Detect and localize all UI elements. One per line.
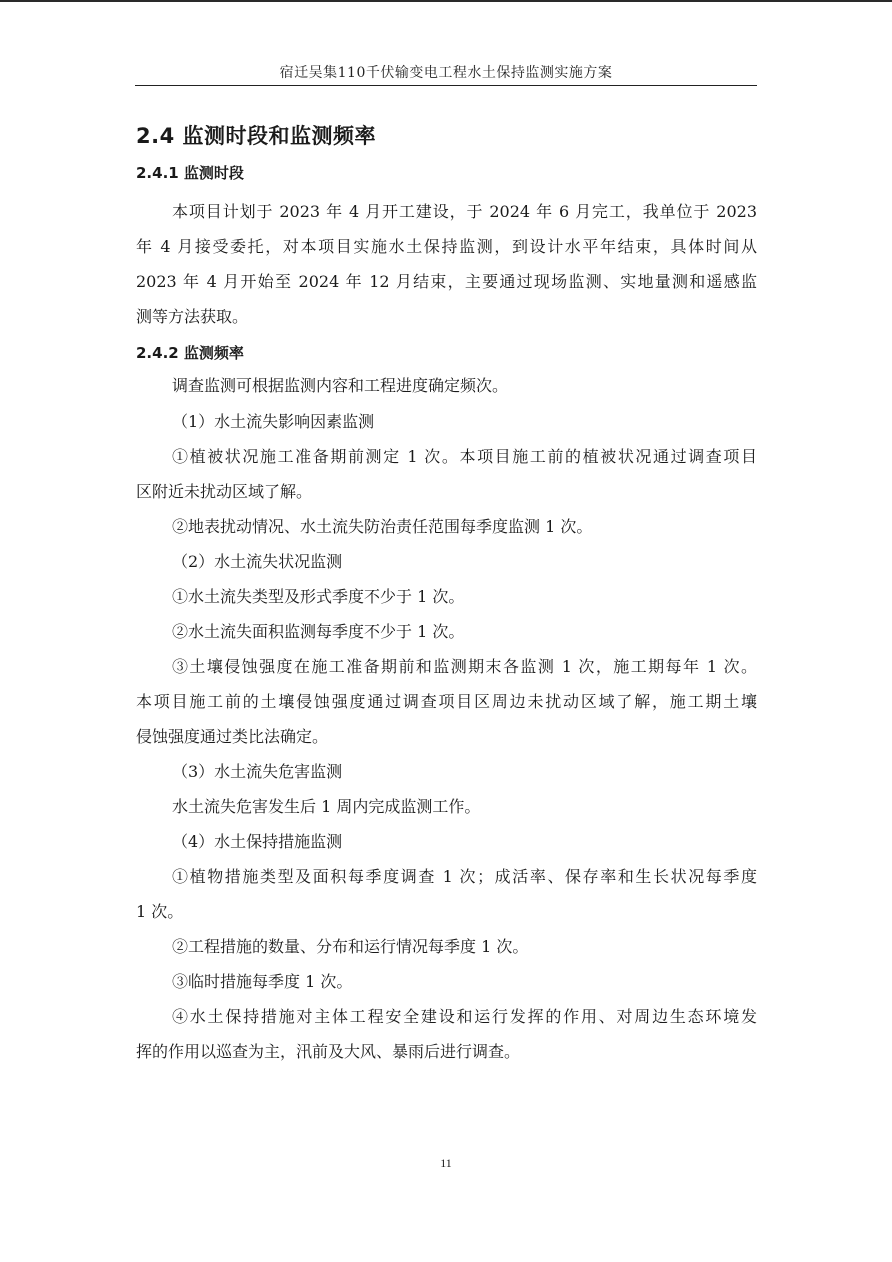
paragraph-line: 调查监测可根据监测内容和工程进度确定频次。 xyxy=(172,376,509,395)
paragraph-line: 侵蚀强度通过类比法确定。 xyxy=(136,727,329,746)
paragraph-line: ④水土保持措施对主体工程安全建设和运行发挥的作用、对周边生态环境发 xyxy=(172,1007,757,1026)
paragraph-line: 1 次。 xyxy=(136,902,184,921)
section-heading: 2.4 监测时段和监测频率 xyxy=(136,124,377,148)
paragraph-line: 水土流失危害发生后 1 周内完成监测工作。 xyxy=(172,797,481,816)
header-rule xyxy=(135,85,757,86)
paragraph-line: 区附近未扰动区域了解。 xyxy=(136,482,313,501)
list-item-title: （4）水土保持措施监测 xyxy=(172,832,343,851)
paragraph-line: ②水土流失面积监测每季度不少于 1 次。 xyxy=(172,622,465,641)
paragraph-line: ①植物措施类型及面积每季度调查 1 次；成活率、保存率和生长状况每季度 xyxy=(172,867,757,886)
paragraph-line: ②工程措施的数量、分布和运行情况每季度 1 次。 xyxy=(172,937,529,956)
paragraph-line: ③临时措施每季度 1 次。 xyxy=(172,972,353,991)
paragraph-line: 挥的作用以巡查为主，汛前及大风、暴雨后进行调查。 xyxy=(136,1042,521,1061)
paragraph-line: 2023 年 4 月开始至 2024 年 12 月结束，主要通过现场监测、实地量测和遥感监 xyxy=(136,272,757,291)
list-item-title: （2）水土流失状况监测 xyxy=(172,552,343,571)
subsection-heading-period: 2.4.1 监测时段 xyxy=(136,164,244,182)
paragraph-line: ③土壤侵蚀强度在施工准备期前和监测期末各监测 1 次，施工期每年 1 次。 xyxy=(172,657,757,676)
running-header: 宿迁吴集110千伏输变电工程水土保持监测实施方案 xyxy=(279,65,613,81)
paragraph-line: ①水土流失类型及形式季度不少于 1 次。 xyxy=(172,587,465,606)
paragraph-line: ①植被状况施工准备期前测定 1 次。本项目施工前的植被状况通过调查项目 xyxy=(172,447,757,466)
paragraph-line: 本项目施工前的土壤侵蚀强度通过调查项目区周边未扰动区域了解，施工期土壤 xyxy=(136,692,757,711)
page-top-border xyxy=(0,0,892,2)
paragraph-line: 测等方法获取。 xyxy=(136,307,249,326)
paragraph-line: ②地表扰动情况、水土流失防治责任范围每季度监测 1 次。 xyxy=(172,517,593,536)
paragraph-line: 本项目计划于 2023 年 4 月开工建设，于 2024 年 6 月完工，我单位于 2023 xyxy=(172,202,757,221)
page-number: 11 xyxy=(440,1156,452,1170)
list-item-title: （3）水土流失危害监测 xyxy=(172,762,343,781)
subsection-heading-frequency: 2.4.2 监测频率 xyxy=(136,344,244,362)
list-item-title: （1）水土流失影响因素监测 xyxy=(172,412,375,431)
paragraph-line: 年 4 月接受委托，对本项目实施水土保持监测，到设计水平年结束，具体时间从 xyxy=(136,237,757,256)
